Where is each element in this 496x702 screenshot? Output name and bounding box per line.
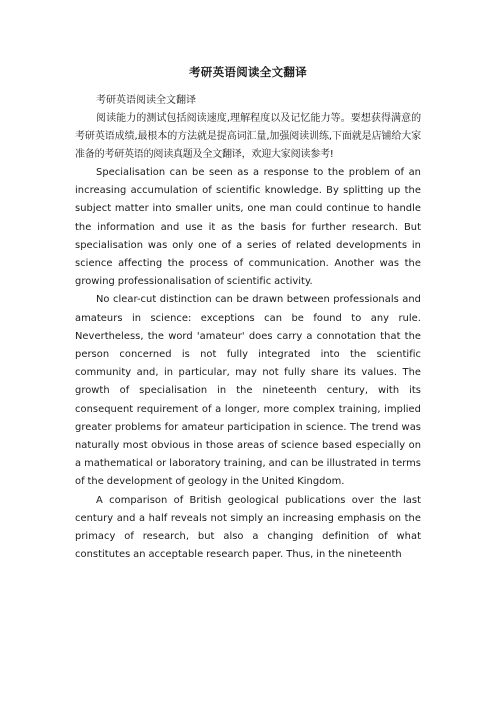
body-paragraph-1: Specialisation can be seen as a response to the problem of an increasing accumulation of scientific knowledge. By splitting up the subject matter into smaller units, one man could continue to handle the information and use it as the basis for further research. But specialisation was only one of a series of related developments in science affecting the process of communication. Another was the growing professionalisation of scientific activity. (75, 167, 421, 288)
document-page (75, 64, 421, 564)
intro-paragraph: 阅读能力的测试包括阅读速度,理解程度以及记忆能力等。要想获得满意的考研英语成绩,最根本的方法就是提高词汇量,加强阅读训练,下面就是店铺给大家准备的考研英语的阅读真题及全文翻译，欢迎大家阅读参考! (75, 113, 421, 160)
document-subtitle: 考研英语阅读全文翻译 (96, 95, 196, 106)
document-title: 考研英语阅读全文翻译 (189, 65, 307, 79)
body-paragraph-2: No clear-cut distinction can be drawn between professionals and amateurs in science: exceptions can be found to any rule. Nevertheless, the word 'amateur' does carry a connotation that the person concerned is not fully integrated into the scientific community and, in particular, may not fully share its values. The growth of specialisation in the nineteenth century, with its consequent requirement of a longer, more complex training, implied greater problems for amateur participation in science. The trend was naturally most obvious in those areas of science based especially on a mathematical or laboratory training, and can be illustrated in terms of the development of geology in the United Kingdom. (75, 294, 421, 488)
body-paragraph-3: A comparison of British geological publications over the last century and a half reveals not simply an increasing emphasis on the primacy of research, but also a changing definition of what constitutes an acceptable research paper. Thus, in the nineteenth (75, 494, 421, 561)
